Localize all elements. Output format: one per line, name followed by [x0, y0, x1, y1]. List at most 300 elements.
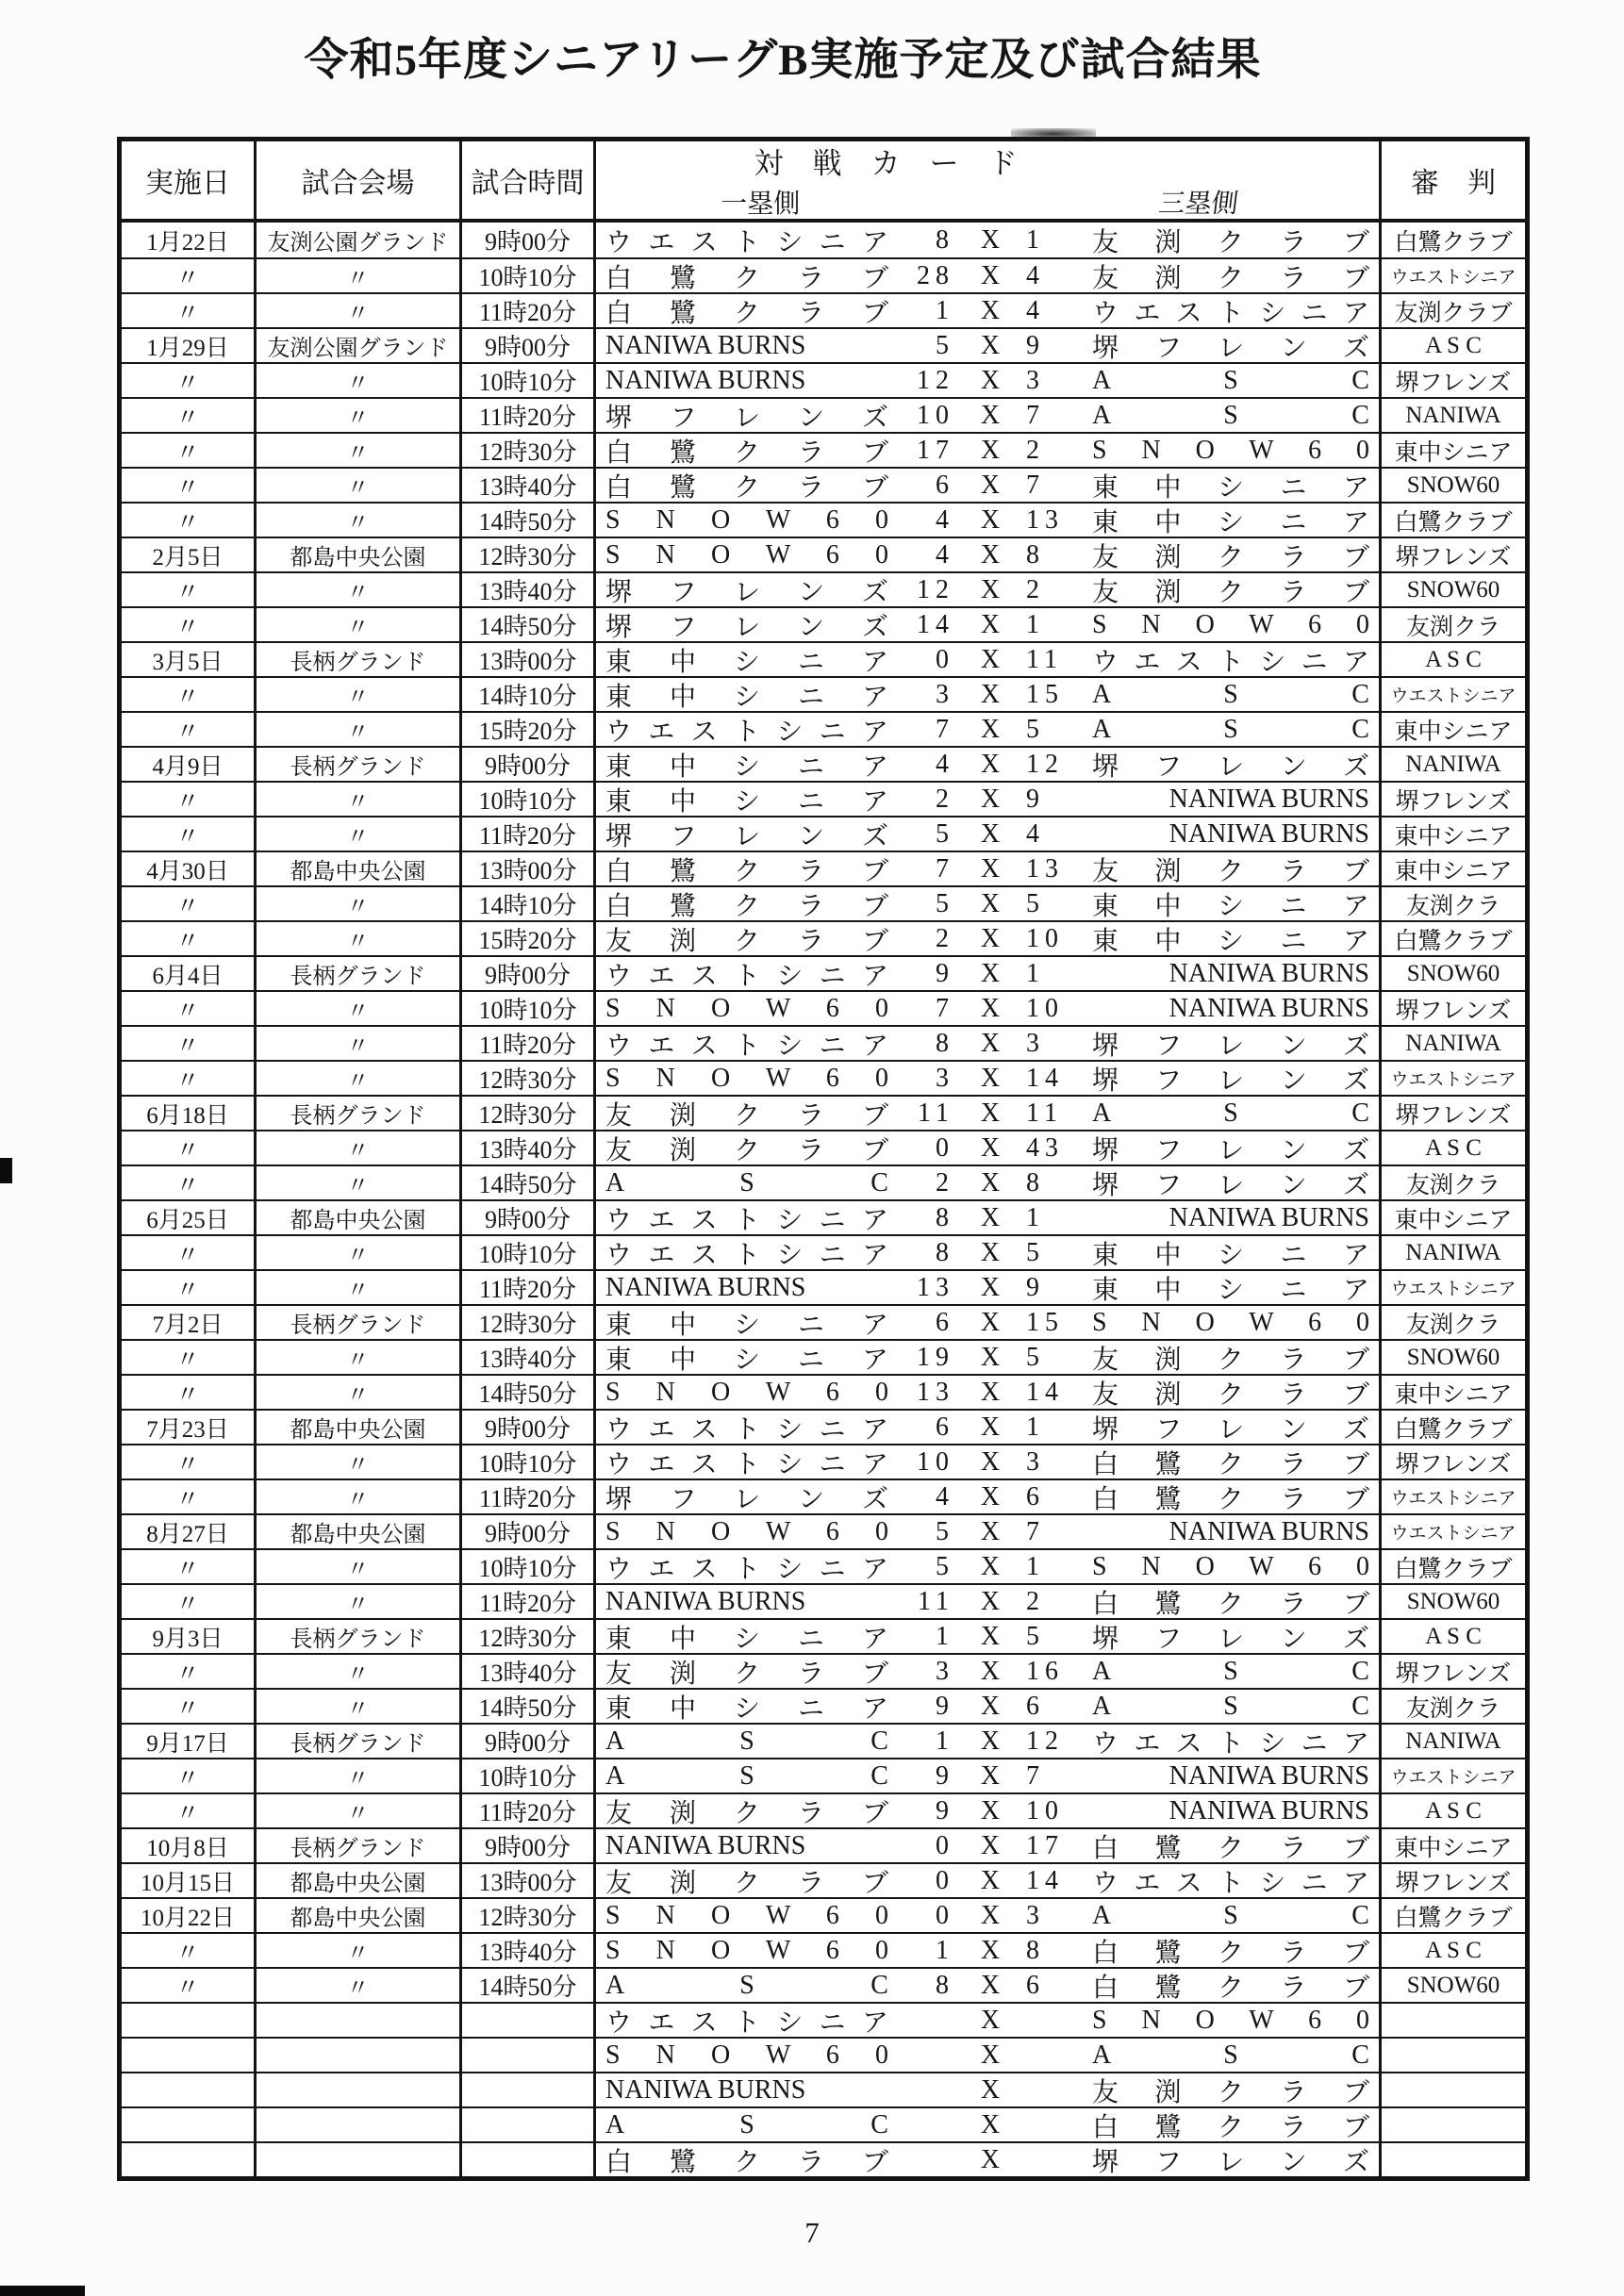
first-base-team: ウエストシニア [605, 1449, 888, 1478]
match-cell [593, 818, 1379, 851]
umpire-cell: A S C [1379, 1934, 1525, 1967]
first-base-score: 1 [936, 1726, 954, 1756]
umpire-cell: 白鷺クラブ [1379, 922, 1525, 955]
time-cell: 12時30分 [459, 434, 593, 467]
time-cell: 10時10分 [459, 259, 593, 292]
vs-mark: X [980, 1446, 1001, 1477]
umpire-cell: 白鷺クラブ [1379, 504, 1525, 537]
table-row [122, 2106, 1525, 2141]
table-row [122, 397, 1525, 432]
date-cell: 〃 [175, 788, 200, 815]
date-cell: 〃 [175, 1974, 200, 2001]
header-match-card-title: 対 戦 カ ー ド [754, 147, 1018, 180]
venue-cell [254, 2143, 459, 2176]
date-cell: 4月30日 [146, 858, 229, 884]
first-base-team: 白鷺クラブ [605, 856, 888, 885]
first-base-score: 6 [936, 1412, 954, 1442]
venue-cell: 長柄グランド [254, 1725, 459, 1758]
table-row [122, 1199, 1525, 1234]
umpire-cell: 堺フレンズ [1379, 1097, 1525, 1130]
first-base-team: 友渕クラブ [605, 1659, 888, 1688]
time-cell: 13時00分 [459, 1864, 593, 1897]
umpire-cell: ウエストシニア [1379, 1515, 1525, 1548]
match-cell [593, 1899, 1379, 1932]
venue-cell: 〃 [254, 1585, 459, 1618]
umpire-cell: 友渕クラ [1379, 1306, 1525, 1339]
vs-mark: X [980, 1935, 1001, 1965]
third-base-team: S N O W 6 0 [1092, 1307, 1369, 1337]
match-cell [593, 223, 1379, 257]
first-base-score: 28 [917, 260, 954, 290]
time-cell: 11時20分 [459, 818, 593, 851]
time-cell: 12時30分 [459, 538, 593, 571]
date-cell: 〃 [175, 1800, 200, 1826]
umpire-cell: 友渕クラブ [1379, 294, 1525, 327]
umpire-cell: A S C [1379, 329, 1525, 362]
first-base-score: 1 [936, 295, 954, 325]
third-base-score: 15 [1026, 1307, 1064, 1337]
match-cell [593, 2004, 1379, 2037]
third-base-team: 白鷺クラブ [1092, 2112, 1369, 2141]
venue-cell [254, 2039, 459, 2072]
date-cell [122, 2004, 254, 2037]
first-base-score: 5 [936, 1516, 954, 1546]
first-base-team: NANIWA BURNS [605, 330, 806, 360]
venue-cell: 都島中央公園 [254, 538, 459, 571]
first-base-team: 友渕クラブ [605, 1100, 888, 1130]
umpire-cell: NANIWA [1379, 399, 1525, 432]
first-base-team: 堺フレンズ [605, 821, 888, 851]
match-cell [593, 259, 1379, 292]
vs-mark: X [980, 644, 1001, 674]
venue-cell: 都島中央公園 [254, 1201, 459, 1234]
match-cell [593, 1376, 1379, 1409]
first-base-score: 2 [936, 923, 954, 953]
first-base-score: 6 [936, 1307, 954, 1337]
third-base-team: NANIWA BURNS [1168, 1760, 1369, 1791]
third-base-team: A S C [1092, 679, 1369, 709]
venue-cell: 長柄グランド [254, 1829, 459, 1862]
first-base-score: 8 [936, 1237, 954, 1267]
vs-mark: X [980, 923, 1001, 953]
date-cell: 〃 [175, 1242, 200, 1268]
first-base-team: 白鷺クラブ [605, 472, 888, 502]
date-cell: 〃 [175, 719, 200, 745]
match-cell [593, 434, 1379, 467]
third-base-score: 9 [1026, 784, 1045, 814]
venue-cell: 〃 [254, 713, 459, 746]
third-base-score: 7 [1026, 400, 1045, 430]
third-base-score: 11 [1026, 1098, 1063, 1128]
table-row [122, 1165, 1525, 1199]
time-cell: 14時10分 [459, 887, 593, 920]
third-base-team: A S C [1092, 1691, 1369, 1721]
header-first-base-side: 一塁側 [721, 190, 801, 219]
date-cell: 1月29日 [146, 335, 229, 361]
third-base-score: 14 [1026, 1377, 1064, 1407]
vs-mark: X [980, 1830, 1001, 1860]
time-cell: 15時20分 [459, 922, 593, 955]
time-cell: 9時00分 [459, 1515, 593, 1548]
table-row [122, 2072, 1525, 2106]
date-cell: 〃 [175, 1940, 200, 1966]
venue-cell: 〃 [254, 1655, 459, 1688]
first-base-score: 8 [936, 1028, 954, 1058]
vs-mark: X [980, 1760, 1001, 1791]
time-cell [459, 2004, 593, 2037]
third-base-score: 3 [1026, 365, 1045, 395]
match-cell [593, 1794, 1379, 1827]
first-base-team: 白鷺クラブ [605, 438, 888, 467]
table-row [122, 502, 1525, 537]
umpire-cell: A S C [1379, 1620, 1525, 1653]
header-match-card-sub [596, 183, 1379, 219]
third-base-score: 4 [1026, 295, 1045, 325]
first-base-score: 4 [936, 1481, 954, 1511]
vs-mark: X [980, 1656, 1001, 1686]
third-base-score: 5 [1026, 888, 1045, 918]
first-base-team: 東中シニア [605, 1345, 888, 1374]
date-cell: 〃 [175, 684, 200, 710]
third-base-team: 友渕クラブ [1092, 542, 1369, 571]
venue-cell [254, 2108, 459, 2141]
first-base-score: 11 [918, 1098, 954, 1128]
vs-mark: X [980, 2040, 1001, 2070]
first-base-score: 8 [936, 1970, 954, 2000]
table-row [122, 606, 1525, 641]
third-base-score: 7 [1026, 1516, 1045, 1546]
time-cell: 14時50分 [459, 1690, 593, 1723]
third-base-score: 9 [1026, 1272, 1045, 1302]
vs-mark: X [980, 1551, 1001, 1581]
table-row [122, 1130, 1525, 1165]
time-cell [459, 2073, 593, 2106]
third-base-score: 1 [1026, 958, 1045, 988]
table-row [122, 1583, 1525, 1618]
first-base-score: 9 [936, 958, 954, 988]
table-body [122, 223, 1525, 2176]
umpire-cell: ウエストシニア [1379, 1759, 1525, 1792]
umpire-cell: ウエストシニア [1379, 678, 1525, 711]
date-cell: 〃 [175, 1277, 200, 1303]
table-row [122, 327, 1525, 362]
venue-cell: 〃 [254, 1341, 459, 1374]
date-cell: 〃 [175, 1765, 200, 1792]
time-cell: 13時40分 [459, 1934, 593, 1967]
first-base-score: 7 [936, 714, 954, 744]
third-base-team: ウエストシニア [1092, 647, 1369, 676]
match-cell [593, 1131, 1379, 1165]
umpire-cell: 友渕クラ [1379, 887, 1525, 920]
table-row [122, 1269, 1525, 1304]
match-cell [593, 1411, 1379, 1444]
time-cell: 12時30分 [459, 1620, 593, 1653]
table-row [122, 1339, 1525, 1374]
third-base-team: S N O W 6 0 [1092, 435, 1369, 465]
third-base-score: 1 [1026, 224, 1045, 255]
date-cell [122, 2073, 254, 2106]
header-venue: 試合会場 [254, 141, 459, 219]
table-row [122, 955, 1525, 990]
first-base-score: 6 [936, 470, 954, 500]
umpire-cell: 堺フレンズ [1379, 1655, 1525, 1688]
match-cell [593, 538, 1379, 571]
third-base-score: 10 [1026, 1795, 1064, 1825]
date-cell: 6月18日 [146, 1102, 229, 1129]
match-cell [593, 922, 1379, 955]
first-base-team: NANIWA BURNS [605, 1272, 806, 1302]
first-base-score: 0 [936, 1830, 954, 1860]
first-base-team: S N O W 6 0 [605, 1377, 888, 1407]
first-base-score: 2 [936, 1167, 954, 1198]
venue-cell: 〃 [254, 818, 459, 851]
third-base-score: 8 [1026, 1167, 1045, 1198]
third-base-team: ウエストシニア [1092, 298, 1369, 327]
third-base-score: 4 [1026, 818, 1045, 849]
time-cell: 11時20分 [459, 399, 593, 432]
vs-mark: X [980, 2109, 1001, 2139]
umpire-cell: NANIWA [1379, 1725, 1525, 1758]
table-row [122, 1758, 1525, 1792]
time-cell: 13時00分 [459, 852, 593, 885]
umpire-cell: SNOW60 [1379, 1969, 1525, 2002]
first-base-team: S N O W 6 0 [605, 1063, 888, 1093]
first-base-team: 友渕クラブ [605, 1135, 888, 1165]
third-base-team: 東中シニア [1092, 507, 1369, 537]
first-base-team: S N O W 6 0 [605, 1935, 888, 1965]
match-cell [593, 887, 1379, 920]
match-cell [593, 573, 1379, 606]
date-cell: 9月17日 [146, 1730, 229, 1757]
time-cell: 13時40分 [459, 469, 593, 502]
vs-mark: X [980, 539, 1001, 570]
table-row [122, 1234, 1525, 1269]
match-cell [593, 1934, 1379, 1967]
first-base-team: 白鷺クラブ [605, 263, 888, 292]
third-base-score: 17 [1026, 1830, 1064, 1860]
date-cell: 〃 [175, 1346, 200, 1373]
match-cell [593, 1550, 1379, 1583]
first-base-score: 4 [936, 539, 954, 570]
umpire-cell: ウエストシニア [1379, 259, 1525, 292]
vs-mark: X [980, 1412, 1001, 1442]
match-cell [593, 1969, 1379, 2002]
time-cell [459, 2143, 593, 2176]
match-cell [593, 504, 1379, 537]
page-number: 7 [804, 2216, 820, 2249]
third-base-team: 堺フレンズ [1092, 1624, 1369, 1653]
first-base-score: 14 [917, 609, 954, 639]
venue-cell: 〃 [254, 887, 459, 920]
vs-mark: X [980, 1272, 1001, 1302]
match-cell [593, 783, 1379, 816]
third-base-team: 堺フレンズ [1092, 1414, 1369, 1444]
third-base-team: ウエストシニア [1092, 1728, 1369, 1758]
umpire-cell: 東中シニア [1379, 713, 1525, 746]
third-base-score: 13 [1026, 504, 1064, 535]
table-row [122, 1374, 1525, 1409]
first-base-score: 7 [936, 993, 954, 1023]
first-base-team: 東中シニア [605, 752, 888, 781]
match-cell [593, 1620, 1379, 1653]
third-base-team: 白鷺クラブ [1092, 1589, 1369, 1618]
match-cell [593, 329, 1379, 362]
third-base-score: 14 [1026, 1063, 1064, 1093]
third-base-score: 1 [1026, 609, 1045, 639]
venue-cell [254, 2004, 459, 2037]
first-base-team: A S C [605, 2109, 888, 2139]
umpire-cell: A S C [1379, 1794, 1525, 1827]
time-cell: 10時10分 [459, 1445, 593, 1478]
venue-cell: 長柄グランド [254, 957, 459, 990]
vs-mark: X [980, 609, 1001, 639]
third-base-score: 13 [1026, 853, 1064, 884]
third-base-score: 12 [1026, 749, 1064, 779]
umpire-cell: 東中シニア [1379, 1829, 1525, 1862]
date-cell: 10月15日 [140, 1870, 235, 1896]
table-row [122, 2002, 1525, 2037]
umpire-cell: 堺フレンズ [1379, 1445, 1525, 1478]
table-row [122, 2141, 1525, 2176]
venue-cell: 長柄グランド [254, 1306, 459, 1339]
date-cell: 4月9日 [152, 753, 224, 780]
umpire-cell: SNOW60 [1379, 1585, 1525, 1618]
first-base-score: 13 [917, 1377, 954, 1407]
date-cell: 〃 [175, 1556, 200, 1582]
date-cell: 2月5日 [152, 544, 224, 570]
first-base-team: NANIWA BURNS [605, 1830, 806, 1860]
time-cell: 9時00分 [459, 1201, 593, 1234]
first-base-team: 東中シニア [605, 682, 888, 711]
first-base-score: 8 [936, 224, 954, 255]
match-cell [593, 992, 1379, 1025]
venue-cell: 〃 [254, 1131, 459, 1165]
venue-cell: 都島中央公園 [254, 1411, 459, 1444]
table-row [122, 746, 1525, 781]
third-base-score: 1 [1026, 1551, 1045, 1581]
time-cell: 12時30分 [459, 1899, 593, 1932]
match-cell [593, 852, 1379, 885]
third-base-team: S N O W 6 0 [1092, 2005, 1369, 2035]
first-base-score: 5 [936, 330, 954, 360]
time-cell: 11時20分 [459, 1794, 593, 1827]
third-base-team: 東中シニア [1092, 926, 1369, 955]
first-base-team: 白鷺クラブ [605, 298, 888, 327]
table-row [122, 1827, 1525, 1862]
date-cell: 〃 [175, 823, 200, 850]
time-cell: 11時20分 [459, 1271, 593, 1304]
third-base-score: 6 [1026, 1481, 1045, 1511]
time-cell: 13時40分 [459, 1131, 593, 1165]
date-cell: 8月27日 [146, 1521, 229, 1547]
vs-mark: X [980, 224, 1001, 255]
third-base-score: 43 [1026, 1132, 1064, 1163]
first-base-score: 13 [917, 1272, 954, 1302]
time-cell: 9時00分 [459, 957, 593, 990]
third-base-team: A S C [1092, 1900, 1369, 1930]
third-base-team: NANIWA BURNS [1168, 1516, 1369, 1546]
first-base-team: A S C [605, 1970, 888, 2000]
date-cell: 〃 [175, 1660, 200, 1687]
time-cell: 11時20分 [459, 1480, 593, 1513]
first-base-score: 4 [936, 749, 954, 779]
match-cell [593, 1097, 1379, 1130]
first-base-team: 友渕クラブ [605, 1868, 888, 1897]
third-base-team: 友渕クラブ [1092, 577, 1369, 606]
venue-cell: 長柄グランド [254, 643, 459, 676]
table-row [122, 990, 1525, 1025]
date-cell: 6月25日 [146, 1207, 229, 1233]
umpire-cell: A S C [1379, 1131, 1525, 1165]
venue-cell: 〃 [254, 783, 459, 816]
umpire-cell [1379, 2143, 1525, 2176]
date-cell: 〃 [175, 300, 200, 326]
third-base-team: 堺フレンズ [1092, 2147, 1369, 2176]
match-cell [593, 399, 1379, 432]
venue-cell: 長柄グランド [254, 1097, 459, 1130]
time-cell: 14時50分 [459, 1376, 593, 1409]
first-base-score: 9 [936, 1795, 954, 1825]
venue-cell: 都島中央公園 [254, 852, 459, 885]
third-base-score: 16 [1026, 1656, 1064, 1686]
vs-mark: X [980, 1342, 1001, 1372]
first-base-score: 10 [917, 400, 954, 430]
vs-mark: X [980, 504, 1001, 535]
first-base-score: 7 [936, 853, 954, 884]
first-base-score: 2 [936, 784, 954, 814]
table-row [122, 223, 1525, 257]
vs-mark: X [980, 784, 1001, 814]
match-cell [593, 608, 1379, 641]
vs-mark: X [980, 1691, 1001, 1721]
date-cell: 〃 [175, 614, 200, 640]
umpire-cell: 白鷺クラブ [1379, 223, 1525, 257]
table-row [122, 1409, 1525, 1444]
first-base-team: ウエストシニア [605, 2007, 888, 2037]
first-base-team: S N O W 6 0 [605, 993, 888, 1023]
first-base-score: 3 [936, 679, 954, 709]
third-base-team: 友渕クラブ [1092, 2077, 1369, 2106]
date-cell: 6月4日 [152, 963, 224, 989]
match-cell [593, 1062, 1379, 1095]
venue-cell: 〃 [254, 1445, 459, 1478]
third-base-team: 白鷺クラブ [1092, 1973, 1369, 2002]
third-base-score: 9 [1026, 330, 1045, 360]
time-cell: 10時10分 [459, 992, 593, 1025]
third-base-score: 8 [1026, 539, 1045, 570]
first-base-team: 堺フレンズ [605, 403, 888, 432]
vs-mark: X [980, 1167, 1001, 1198]
first-base-team: S N O W 6 0 [605, 2040, 888, 2070]
table-row [122, 1444, 1525, 1478]
third-base-score: 6 [1026, 1691, 1045, 1721]
third-base-score: 6 [1026, 1970, 1045, 2000]
third-base-score: 4 [1026, 260, 1045, 290]
umpire-cell: 友渕クラ [1379, 1166, 1525, 1199]
time-cell: 9時00分 [459, 1725, 593, 1758]
umpire-cell: 東中シニア [1379, 1376, 1525, 1409]
match-cell [593, 1690, 1379, 1723]
umpire-cell [1379, 2004, 1525, 2037]
schedule-table [117, 137, 1530, 2181]
venue-cell: 都島中央公園 [254, 1864, 459, 1897]
third-base-team: 東中シニア [1092, 1240, 1369, 1269]
first-base-score: 0 [936, 1900, 954, 1930]
first-base-team: S N O W 6 0 [605, 539, 888, 570]
match-cell [593, 1725, 1379, 1758]
date-cell: 〃 [175, 1486, 200, 1512]
first-base-score: 4 [936, 504, 954, 535]
